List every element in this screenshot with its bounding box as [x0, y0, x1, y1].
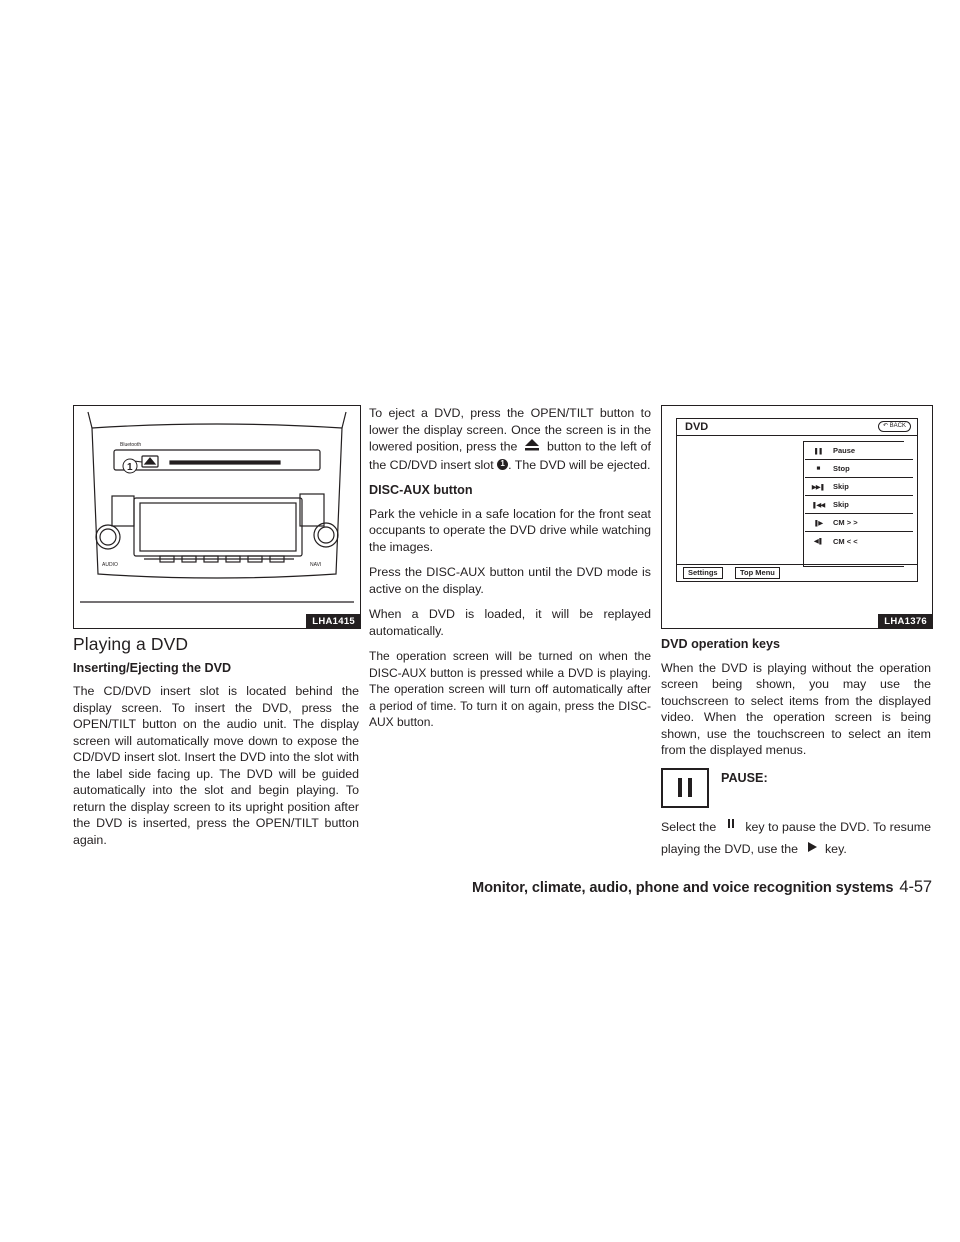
subheading-disc-aux: DISC-AUX button: [369, 483, 473, 497]
menu-item-skip-forward[interactable]: [805, 478, 913, 496]
paragraph: Press the DISC-AUX button until the DVD mode is active on the display.: [369, 565, 651, 596]
menu-item-skip-backward[interactable]: [805, 496, 913, 514]
screen-header: [677, 419, 917, 436]
footer-section-title: Monitor, climate, audio, phone and voice recognition systems: [472, 880, 894, 896]
paragraph-pause: Select the key to pause the DVD. To resume playing the DVD, use the key.: [661, 816, 931, 861]
cm-forward-icon: ❚▶: [813, 519, 823, 527]
dvd-screen: [676, 418, 918, 582]
menu-item-stop[interactable]: [805, 460, 913, 478]
back-arrow-icon: ↶: [882, 423, 888, 429]
menu-item-pause[interactable]: [805, 442, 913, 460]
menu-label: CM > >: [833, 518, 858, 527]
stop-icon: ■: [816, 465, 820, 472]
paragraph: Park the vehicle in a safe location for the front seat occupants to operate the DVD drive while watching the images.: [369, 506, 651, 554]
menu-label: CM < <: [833, 536, 858, 546]
skip-backward-icon: ❚◀◀: [811, 501, 825, 509]
figure-label: LHA1415: [306, 614, 360, 628]
cm-backward-icon: ◀❚: [813, 538, 823, 545]
back-button[interactable]: [878, 421, 911, 432]
top-menu-button[interactable]: Top Menu: [735, 567, 780, 579]
pause-icon: ❚❚: [813, 447, 823, 455]
figure-dvd-screen: [661, 405, 933, 629]
head-unit-illustration: [74, 406, 360, 628]
svg-text:AUDIO: AUDIO: [102, 562, 118, 568]
subheading-inserting-ejecting: Inserting/Ejecting the DVD: [73, 660, 232, 675]
svg-text:Bluetooth: Bluetooth: [120, 442, 142, 448]
paragraph: When a DVD is loaded, it will be replayed automatically.: [369, 607, 651, 638]
menu-list: [805, 442, 913, 550]
paragraph: The operation screen will be turned on when the DISC-AUX button is pressed while a DVD is playing. The operation screen will turn off automatically after a period of time. To turn it on again, press the DISC-AUX button.: [369, 649, 651, 729]
screen-title: DVD: [685, 421, 709, 433]
bottom-bar: [677, 564, 917, 581]
pause-entry: [661, 768, 931, 808]
figure-label: LHA1376: [878, 614, 932, 628]
subheading-dvd-operation-keys: DVD operation keys: [661, 637, 780, 651]
column-2: [369, 405, 651, 740]
circled-number-1: 1: [497, 459, 508, 470]
column-1: [73, 636, 359, 857]
pause-icon: [720, 816, 742, 838]
menu-item-cm-backward[interactable]: [805, 532, 913, 550]
menu-item-cm-forward[interactable]: [805, 514, 913, 532]
menu-label: Stop: [833, 464, 850, 473]
menu-label: Pause: [833, 446, 856, 455]
section-heading: Playing a DVD: [73, 634, 189, 654]
menu-label: Skip: [833, 482, 849, 491]
paragraph: When the DVD is playing without the operation screen being shown, you may use the touchscreen to select items from the displayed video. When the operation screen is being shown, use the touchscreen to select an item from the displayed menus.: [661, 660, 931, 757]
play-icon: [802, 839, 822, 861]
figure-head-unit: [73, 405, 361, 629]
column-3: [661, 636, 931, 870]
eject-icon: [521, 438, 543, 457]
svg-text:NAVI: NAVI: [310, 562, 322, 568]
page-number: 4-57: [899, 878, 932, 896]
menu-label: Skip: [833, 500, 849, 509]
pause-key-icon: [661, 768, 709, 808]
paragraph: The CD/DVD insert slot is located behind the display screen. To insert the DVD, press the OPEN/TILT button on the audio unit. The display screen will automatically move down to expose the CD/DVD insert slot. Insert the DVD into the slot with the label side facing up. The DVD will be guided automatically into the slot and begin playing. To return the display screen to its upright position after the DVD is inserted, press the OPEN/TILT button again.: [73, 684, 359, 847]
callout-1: 1: [127, 462, 133, 473]
settings-button[interactable]: Settings: [683, 567, 723, 579]
back-label: BACK: [889, 423, 906, 429]
skip-forward-icon: ▶▶❚: [811, 483, 825, 491]
paragraph-eject: To eject a DVD, press the OPEN/TILT button to lower the display screen. Once the screen is in the lowered position, press the button to the left of the CD/DVD insert slot 1 . The DVD will be ejected.: [369, 406, 651, 472]
page-footer: [472, 878, 932, 897]
pause-title: PAUSE:: [721, 770, 768, 785]
